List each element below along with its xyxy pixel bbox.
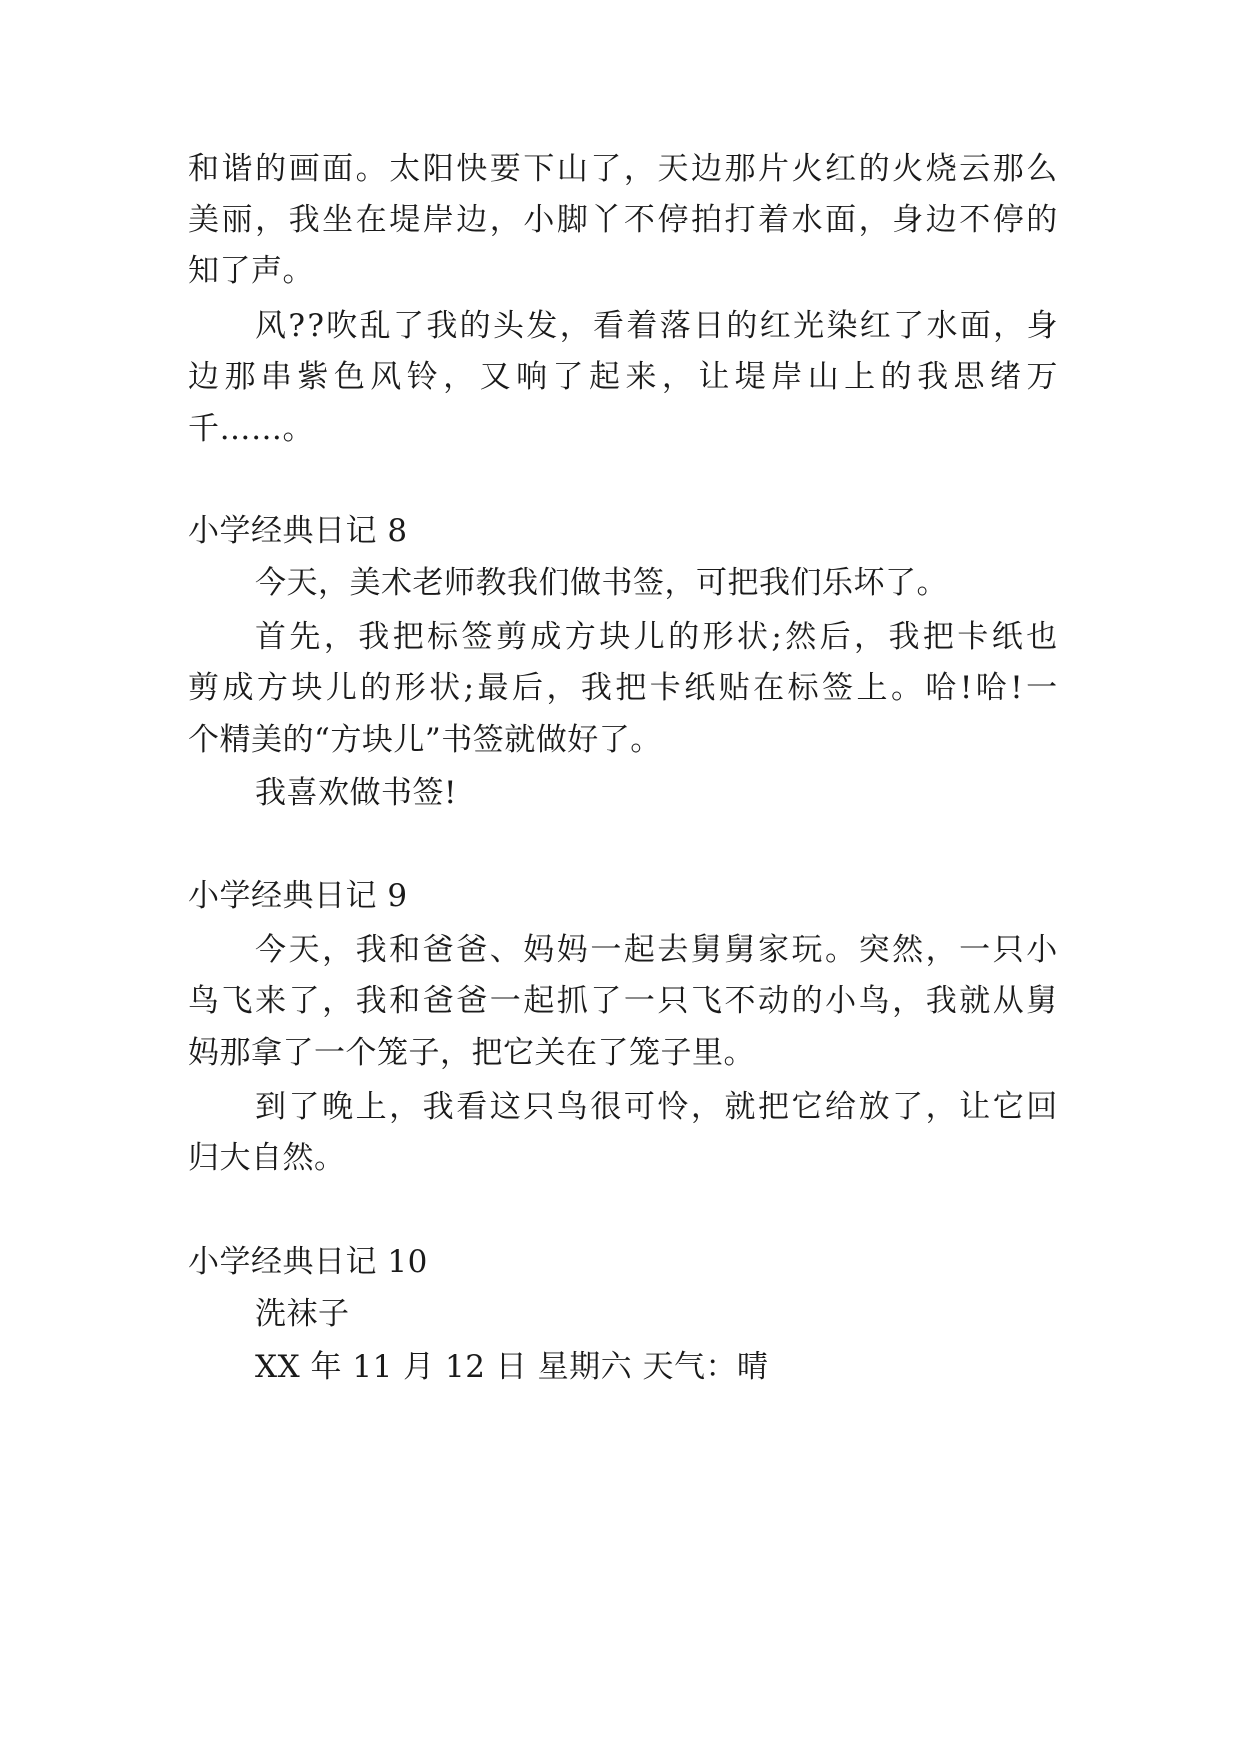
text-char: 不 bbox=[623, 202, 656, 238]
text-char: 的 bbox=[791, 983, 824, 1019]
text-char: 也 bbox=[1026, 619, 1058, 655]
text-char: 思 bbox=[953, 359, 986, 395]
paragraph-line: 千……。 bbox=[188, 411, 314, 447]
text-char: 火 bbox=[892, 151, 924, 187]
text-char: 玩 bbox=[791, 932, 823, 968]
text-char: 然 bbox=[892, 932, 924, 968]
text-char: 小 bbox=[523, 202, 555, 238]
text-char: ! bbox=[1010, 670, 1024, 706]
text-char: ， bbox=[925, 1089, 958, 1125]
section-heading: 小学经典日记 10 bbox=[188, 1244, 428, 1280]
text-char: 停 bbox=[657, 202, 689, 238]
text-char: 今 bbox=[255, 932, 287, 968]
text-char: 了 bbox=[288, 1089, 321, 1125]
text-char: 它 bbox=[992, 1089, 1025, 1125]
text-char: 铃 bbox=[406, 359, 439, 395]
text-char: 块 bbox=[291, 670, 323, 706]
paragraph-line bbox=[255, 306, 1058, 346]
text-char: 看 bbox=[456, 1089, 488, 1125]
text-char: ， bbox=[858, 202, 891, 238]
paragraph-line: 我喜欢做书签! bbox=[255, 775, 457, 811]
text-char: ， bbox=[925, 932, 958, 968]
text-char: 妈 bbox=[556, 932, 589, 968]
text-char: 就 bbox=[724, 1089, 756, 1125]
text-char: 成 bbox=[222, 670, 254, 706]
paragraph-line bbox=[188, 668, 1058, 708]
text-char: 快 bbox=[456, 151, 488, 187]
paragraph-line bbox=[188, 200, 1058, 240]
text-char: 面 bbox=[825, 202, 857, 238]
text-char: 不 bbox=[724, 983, 756, 1019]
text-char: 的 bbox=[726, 308, 758, 344]
text-char: 红 bbox=[859, 308, 892, 344]
text-char: 水 bbox=[791, 202, 824, 238]
text-char: 拍 bbox=[690, 202, 723, 238]
text-char: 烧 bbox=[925, 151, 958, 187]
text-char: 鸟 bbox=[556, 1089, 589, 1125]
text-char: 。 bbox=[355, 151, 388, 187]
text-char: 哈 bbox=[975, 670, 1008, 706]
text-char: 水 bbox=[926, 308, 958, 344]
text-char: 脚 bbox=[556, 202, 589, 238]
text-char: 身 bbox=[892, 202, 924, 238]
text-char: 我 bbox=[358, 619, 390, 655]
text-char: ， bbox=[559, 308, 592, 344]
paragraph-line bbox=[255, 1087, 1058, 1127]
text-char: 火 bbox=[791, 151, 824, 187]
text-char: ! bbox=[959, 670, 973, 706]
text-char: 了 bbox=[893, 308, 925, 344]
text-char: ， bbox=[661, 359, 694, 395]
text-char: 我 bbox=[288, 202, 321, 238]
text-char: 风 bbox=[370, 359, 402, 395]
text-char: 我 bbox=[355, 932, 388, 968]
text-char: 那 bbox=[992, 151, 1025, 187]
text-char: 妈 bbox=[523, 932, 555, 968]
text-char: 这 bbox=[489, 1089, 522, 1125]
text-char: 飞 bbox=[221, 983, 254, 1019]
text-char: 飞 bbox=[690, 983, 723, 1019]
text-char: 着 bbox=[758, 202, 790, 238]
text-char: 状 bbox=[429, 670, 461, 706]
text-char: 。 bbox=[825, 932, 857, 968]
text-char: 光 bbox=[793, 308, 825, 344]
text-char: 鸟 bbox=[858, 983, 891, 1019]
text-char: 一 bbox=[489, 983, 522, 1019]
paragraph-line: 个精美的“方块儿”书签就做好了。 bbox=[188, 722, 662, 758]
text-char: 家 bbox=[757, 932, 790, 968]
text-char: 的 bbox=[459, 308, 492, 344]
text-char: ， bbox=[322, 932, 354, 968]
text-char: 卡 bbox=[957, 619, 989, 655]
text-char: 只 bbox=[657, 983, 689, 1019]
text-char: 的 bbox=[255, 151, 287, 187]
text-char: 美 bbox=[188, 202, 220, 238]
text-char: ; bbox=[463, 670, 475, 706]
text-char: ? bbox=[307, 308, 325, 344]
text-char: 太 bbox=[389, 151, 421, 187]
text-char: 落 bbox=[659, 308, 692, 344]
text-char: ? bbox=[288, 308, 306, 344]
text-char: 不 bbox=[959, 202, 991, 238]
text-char: 小 bbox=[1026, 932, 1058, 968]
text-char: 一 bbox=[959, 932, 991, 968]
text-char: 吹 bbox=[326, 308, 358, 344]
text-char: 后 bbox=[819, 619, 852, 655]
text-char: 、 bbox=[489, 932, 522, 968]
text-char: 了 bbox=[552, 359, 585, 395]
text-char: 先 bbox=[289, 619, 321, 655]
section-heading: 小学经典日记 9 bbox=[188, 878, 408, 914]
text-char: 回 bbox=[1026, 1089, 1058, 1125]
text-char: 又 bbox=[479, 359, 512, 395]
text-char: 和 bbox=[188, 151, 220, 187]
text-char: 上 bbox=[856, 670, 889, 706]
text-char: 纸 bbox=[991, 619, 1024, 655]
text-char: 从 bbox=[992, 983, 1025, 1019]
text-char: 爸 bbox=[456, 932, 488, 968]
text-char: 标 bbox=[787, 670, 820, 706]
text-char: 了 bbox=[892, 1089, 924, 1125]
text-char: 可 bbox=[623, 1089, 656, 1125]
text-char: 卡 bbox=[649, 670, 682, 706]
text-char: 然 bbox=[785, 619, 817, 655]
text-char: 在 bbox=[355, 202, 388, 238]
text-char: 方 bbox=[256, 670, 289, 706]
text-char: 的 bbox=[858, 151, 891, 187]
paragraph-line: 归大自然。 bbox=[188, 1140, 346, 1176]
text-char: 状 bbox=[736, 619, 769, 655]
text-char: 后 bbox=[511, 670, 544, 706]
text-char: 画 bbox=[288, 151, 321, 187]
text-char: 动 bbox=[758, 983, 790, 1019]
text-char: 签 bbox=[461, 619, 494, 655]
text-char: 我 bbox=[925, 983, 958, 1019]
text-char: 我 bbox=[917, 359, 949, 395]
text-char: 哈 bbox=[925, 670, 957, 706]
text-char: 发 bbox=[526, 308, 558, 344]
text-char: 堤 bbox=[389, 202, 421, 238]
text-char: 来 bbox=[625, 359, 657, 395]
text-char: 签 bbox=[822, 670, 854, 706]
text-char: 上 bbox=[844, 359, 876, 395]
text-char: 身 bbox=[1026, 308, 1058, 344]
paragraph-line bbox=[188, 357, 1058, 397]
text-char: 堤 bbox=[734, 359, 767, 395]
text-char: 的 bbox=[668, 619, 700, 655]
text-char: 面 bbox=[959, 308, 992, 344]
text-char: 我 bbox=[422, 1089, 455, 1125]
text-char: 只 bbox=[992, 932, 1025, 968]
text-char: 起 bbox=[523, 983, 555, 1019]
text-char: 山 bbox=[807, 359, 840, 395]
text-char: 我 bbox=[426, 308, 458, 344]
text-char: 一 bbox=[1026, 670, 1058, 706]
text-char: 要 bbox=[489, 151, 522, 187]
text-char: 色 bbox=[333, 359, 366, 395]
text-char: 去 bbox=[657, 932, 689, 968]
text-char: 剪 bbox=[495, 619, 528, 655]
text-char: 。 bbox=[890, 670, 923, 706]
text-char: 串 bbox=[260, 359, 293, 395]
text-char: 爸 bbox=[422, 983, 455, 1019]
text-char: ， bbox=[546, 670, 578, 706]
text-char: 首 bbox=[255, 619, 287, 655]
text-char: ， bbox=[489, 202, 522, 238]
text-char: 么 bbox=[1026, 151, 1058, 187]
text-char: 上 bbox=[355, 1089, 388, 1125]
text-char: 的 bbox=[880, 359, 913, 395]
text-char: 停 bbox=[992, 202, 1025, 238]
text-char: 一 bbox=[590, 932, 622, 968]
text-char: 儿 bbox=[633, 619, 666, 655]
text-char: 日 bbox=[693, 308, 725, 344]
text-char: 舅 bbox=[1026, 983, 1058, 1019]
text-char: 边 bbox=[690, 151, 723, 187]
text-char: 了 bbox=[392, 308, 425, 344]
text-char: 岸 bbox=[771, 359, 803, 395]
text-char: 让 bbox=[959, 1089, 991, 1125]
text-char: 让 bbox=[698, 359, 730, 395]
text-char: 头 bbox=[493, 308, 525, 344]
text-char: 边 bbox=[456, 202, 488, 238]
text-char: ， bbox=[389, 1089, 421, 1125]
text-char: 最 bbox=[477, 670, 510, 706]
text-char: 到 bbox=[255, 1089, 287, 1125]
text-char: 万 bbox=[1026, 359, 1058, 395]
text-char: 它 bbox=[791, 1089, 823, 1125]
text-char: ， bbox=[255, 202, 287, 238]
text-char: 突 bbox=[858, 932, 891, 968]
text-char: 把 bbox=[392, 619, 425, 655]
text-char: 那 bbox=[724, 151, 756, 187]
text-char: 下 bbox=[523, 151, 555, 187]
text-char: 把 bbox=[615, 670, 647, 706]
text-char: 小 bbox=[825, 983, 857, 1019]
text-char: 红 bbox=[825, 151, 857, 187]
diary-date-weather: XX 年 11 月 12 日 星期六 天气：晴 bbox=[255, 1349, 769, 1385]
text-char: 爸 bbox=[456, 983, 488, 1019]
text-char: 起 bbox=[588, 359, 621, 395]
text-char: ， bbox=[322, 983, 354, 1019]
paragraph-line: 妈那拿了一个笼子，把它关在了笼子里。 bbox=[188, 1035, 755, 1071]
paragraph-line bbox=[255, 617, 1058, 657]
text-char: 天 bbox=[657, 151, 689, 187]
text-char: 舅 bbox=[724, 932, 756, 968]
text-char: 紫 bbox=[297, 359, 329, 395]
text-char: ， bbox=[993, 308, 1025, 344]
text-char: 岸 bbox=[422, 202, 455, 238]
text-char: 来 bbox=[255, 983, 287, 1019]
text-char: 成 bbox=[530, 619, 562, 655]
text-char: 鸟 bbox=[188, 983, 220, 1019]
text-char: 响 bbox=[516, 359, 548, 395]
text-char: 和 bbox=[389, 932, 421, 968]
text-char: 舅 bbox=[690, 932, 723, 968]
paragraph-line bbox=[188, 149, 1058, 189]
text-char: 形 bbox=[394, 670, 427, 706]
text-char: 红 bbox=[759, 308, 792, 344]
section-heading: 小学经典日记 8 bbox=[188, 513, 408, 549]
text-char: 我 bbox=[355, 983, 388, 1019]
text-char: 乱 bbox=[359, 308, 392, 344]
text-char: 风 bbox=[255, 308, 287, 344]
text-char: 块 bbox=[599, 619, 631, 655]
text-char: 抓 bbox=[556, 983, 589, 1019]
text-char: ， bbox=[854, 619, 886, 655]
text-char: 丽 bbox=[221, 202, 254, 238]
text-char: 我 bbox=[580, 670, 613, 706]
text-char: 就 bbox=[959, 983, 991, 1019]
text-char: 晚 bbox=[322, 1089, 354, 1125]
text-char: 的 bbox=[1026, 202, 1058, 238]
text-char: 了 bbox=[288, 983, 321, 1019]
text-char: 标 bbox=[427, 619, 459, 655]
text-char: 那 bbox=[224, 359, 256, 395]
text-char: 剪 bbox=[188, 670, 220, 706]
text-char: 边 bbox=[188, 359, 220, 395]
text-char: 在 bbox=[753, 670, 785, 706]
text-char: 片 bbox=[758, 151, 790, 187]
text-char: 山 bbox=[556, 151, 589, 187]
text-char: 阳 bbox=[422, 151, 455, 187]
text-char: 放 bbox=[858, 1089, 891, 1125]
text-char: 的 bbox=[360, 670, 392, 706]
text-char: 起 bbox=[623, 932, 656, 968]
text-char: 了 bbox=[590, 983, 622, 1019]
text-char: ， bbox=[690, 1089, 723, 1125]
text-char: 坐 bbox=[322, 202, 354, 238]
paragraph-line bbox=[255, 930, 1058, 970]
text-char: 了 bbox=[590, 151, 622, 187]
text-char: 一 bbox=[623, 983, 656, 1019]
text-char: 边 bbox=[925, 202, 958, 238]
text-char: 爸 bbox=[422, 932, 455, 968]
text-char: 看 bbox=[593, 308, 625, 344]
text-char: 打 bbox=[724, 202, 756, 238]
text-char: 很 bbox=[590, 1089, 622, 1125]
text-char: 怜 bbox=[657, 1089, 689, 1125]
text-char: 把 bbox=[922, 619, 955, 655]
text-char: 形 bbox=[702, 619, 734, 655]
text-char: ; bbox=[771, 619, 783, 655]
text-char: 纸 bbox=[684, 670, 716, 706]
text-char: 着 bbox=[626, 308, 658, 344]
text-char: 给 bbox=[825, 1089, 857, 1125]
paragraph-line bbox=[188, 981, 1058, 1021]
text-char: 方 bbox=[564, 619, 597, 655]
text-char: 染 bbox=[826, 308, 858, 344]
text-char: 儿 bbox=[325, 670, 358, 706]
diary-title: 洗袜子 bbox=[255, 1296, 350, 1332]
text-char: 绪 bbox=[989, 359, 1022, 395]
text-char: 和 bbox=[389, 983, 421, 1019]
text-char: 把 bbox=[757, 1089, 790, 1125]
text-char: ， bbox=[443, 359, 475, 395]
paragraph-line: 今天，美术老师教我们做书签，可把我们乐坏了。 bbox=[255, 565, 948, 601]
text-char: 我 bbox=[888, 619, 920, 655]
text-char: 云 bbox=[959, 151, 991, 187]
text-char: ， bbox=[892, 983, 924, 1019]
text-char: ， bbox=[623, 151, 656, 187]
text-char: 贴 bbox=[718, 670, 751, 706]
text-char: ， bbox=[323, 619, 356, 655]
text-char: 天 bbox=[288, 932, 321, 968]
text-char: 谐 bbox=[221, 151, 254, 187]
text-char: 只 bbox=[523, 1089, 555, 1125]
text-char: 面 bbox=[322, 151, 354, 187]
text-char: 丫 bbox=[590, 202, 622, 238]
paragraph-line: 知了声。 bbox=[188, 253, 314, 289]
